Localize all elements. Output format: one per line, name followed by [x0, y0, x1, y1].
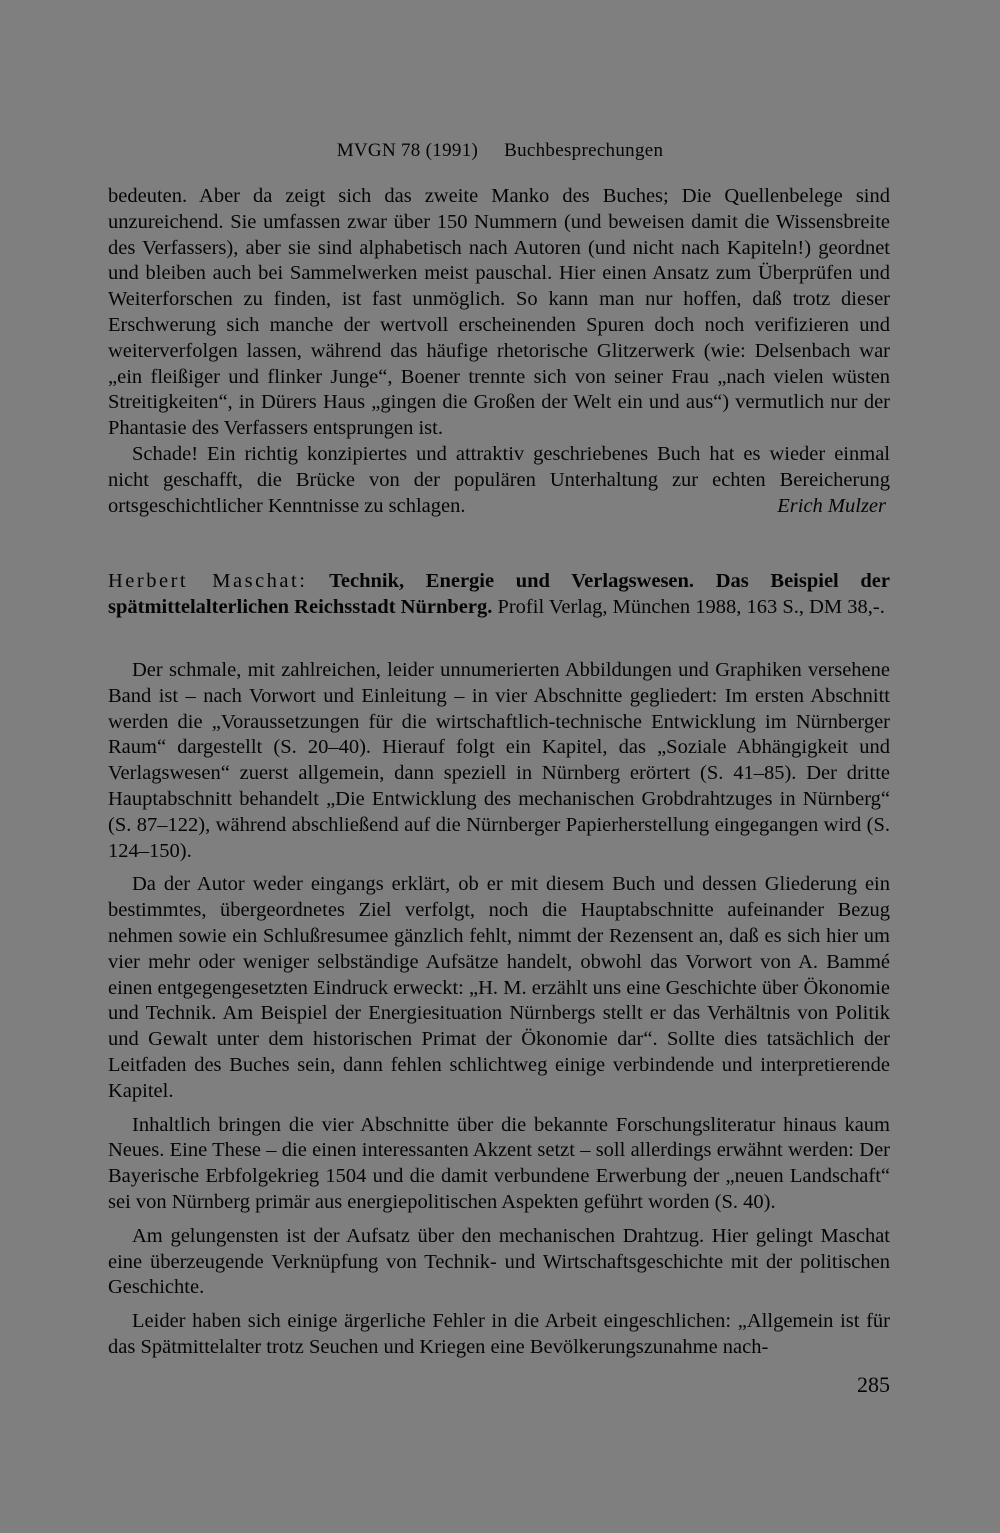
review-paragraph: Am gelungensten ist der Aufsatz über den mechanischen Drahtzug. Hier gelingt Maschat eine überzeugende Verknüpfung von Technik- und Wirtschaftsgeschichte mit der politischen Geschichte. — [108, 1224, 890, 1299]
book-author: Herbert Maschat: — [108, 570, 308, 592]
review-paragraph: Leider haben sich einige ärgerliche Fehler in die Arbeit eingeschlichen: „Allgemein ist für das Spätmittelalter trotz Seuchen und Kriegen eine Bevölkerungszunahme nach- — [108, 1310, 890, 1358]
review-paragraph: Der schmale, mit zahlreichen, leider unnumerierten Abbildungen und Graphiken versehene Band ist – nach Vorwort und Einleitung – in vier Abschnitte gegliedert: Im ersten Abschnitt werden die „Voraussetzungen für die wirtschaftlich-technische Entwicklung im Nürnberger Raum“ dargestellt (S. 20–40). Hierauf folgt ein Kapitel, das „Soziale Abhängigkeit und Verlagswesen“ zuerst allgemein, dann speziell in Nürnberg erörtert (S. 41–85). Der dritte Hauptabschnitt behandelt „Die Entwicklung des mechanischen Grobdrahtzuges in Nürnberg“ (S. 87–122), während abschließend auf die Nürnberger Papierherstellung eingegangen wird (S. 124–150). — [108, 659, 890, 862]
section-title: Buchbesprechungen — [504, 140, 664, 161]
journal-reference: MVGN 78 (1991) — [336, 140, 479, 161]
book-title: Technik, Energie und Verlagswesen. Das Beispiel der spätmittelalterlichen Reichsstadt Nürnberg. — [108, 570, 891, 618]
review-paragraph: bedeuten. Aber da zeigt sich das zweite Manko des Buches; Die Quellenbelege sind unzureichend. Sie umfassen zwar über 150 Nummern (und beweisen damit die Wissensbreite des Verfassers), aber sie sind alphabetisch nach Autoren (und nicht nach Kapiteln!) geordnet und bleiben auch bei Sammelwerken meist pauschal. Hier einen Ansatz zum Überprüfen und Weiterforschen zu finden, ist fast unmöglich. So kann man nur hoffen, daß trotz dieser Erschwerung sich manche der wertvoll erscheinenden Spuren doch noch verifizieren und weiterverfolgen lassen, während das häufige rhetorische Glitzerwerk (wie: Delsenbach war „ein fleißiger und flinker Junge“, Boener trennte sich von seiner Frau „nach vielen wüsten Streitigkeiten“, in Dürers Haus „gingen die Großen der Welt ein und aus“) vermutlich nur der Phantasie des Verfassers entsprungen ist. — [108, 185, 890, 440]
review-closing-text: Schade! Ein richtig konzipiertes und attraktiv geschriebenes Buch hat es wieder einmal nicht geschafft, die Brücke von der populären Unterhaltung zur echten Bereicherung ortsgeschichtlicher Kenntnisse zu schlagen. — [108, 442, 890, 517]
review-closing-paragraph — [108, 442, 890, 519]
review-paragraph: Inhaltlich bringen die vier Abschnitte über die bekannte Forschungsliteratur hinaus kaum Neues. Eine These – die einen interessanten Akzent setzt – soll allerdings erwähnt werden: Der Bayerische Erbfolgekrieg 1504 und die damit verbundene Erwerbung der „neuen Landschaft“ sei von Nürnberg primär aus energiepolitischen Aspekten geführt worden (S. 40). — [108, 1113, 890, 1213]
running-head — [0, 140, 1000, 162]
reviewer-signature: Erich Mulzer — [777, 494, 886, 517]
review-continuation — [108, 184, 890, 519]
book-citation — [108, 569, 890, 621]
page-number: 285 — [857, 1372, 890, 1397]
book-publication: Profil Verlag, München 1988, 163 S., DM 38,-. — [497, 595, 885, 618]
review-body — [108, 658, 890, 1361]
review-paragraph: Da der Autor weder eingangs erklärt, ob er mit diesem Buch und dessen Gliederung ein bestimmtes, übergeordnetes Ziel verfolgt, noch die Hauptabschnitte aufeinander Bezug nehmen sowie ein Schlußresumee gänzlich fehlt, nimmt der Rezensent an, daß es sich hier um vier mehr oder weniger selbständige Aufsätze handelt, obwohl das Vorwort von A. Bammé einen entgegengesetzten Eindruck erweckt: „H. M. erzählt uns eine Geschichte über Ökonomie und Technik. Am Beispiel der Energiesituation Nürnbergs stellt er das Verhältnis von Politik und Gewalt unter dem historischen Primat der Ökonomie dar“. Sollte dies tatsächlich der Leitfaden des Buches sein, dann fehlen schlichtweg einige verbindende und interpretierende Kapitel. — [108, 873, 890, 1102]
